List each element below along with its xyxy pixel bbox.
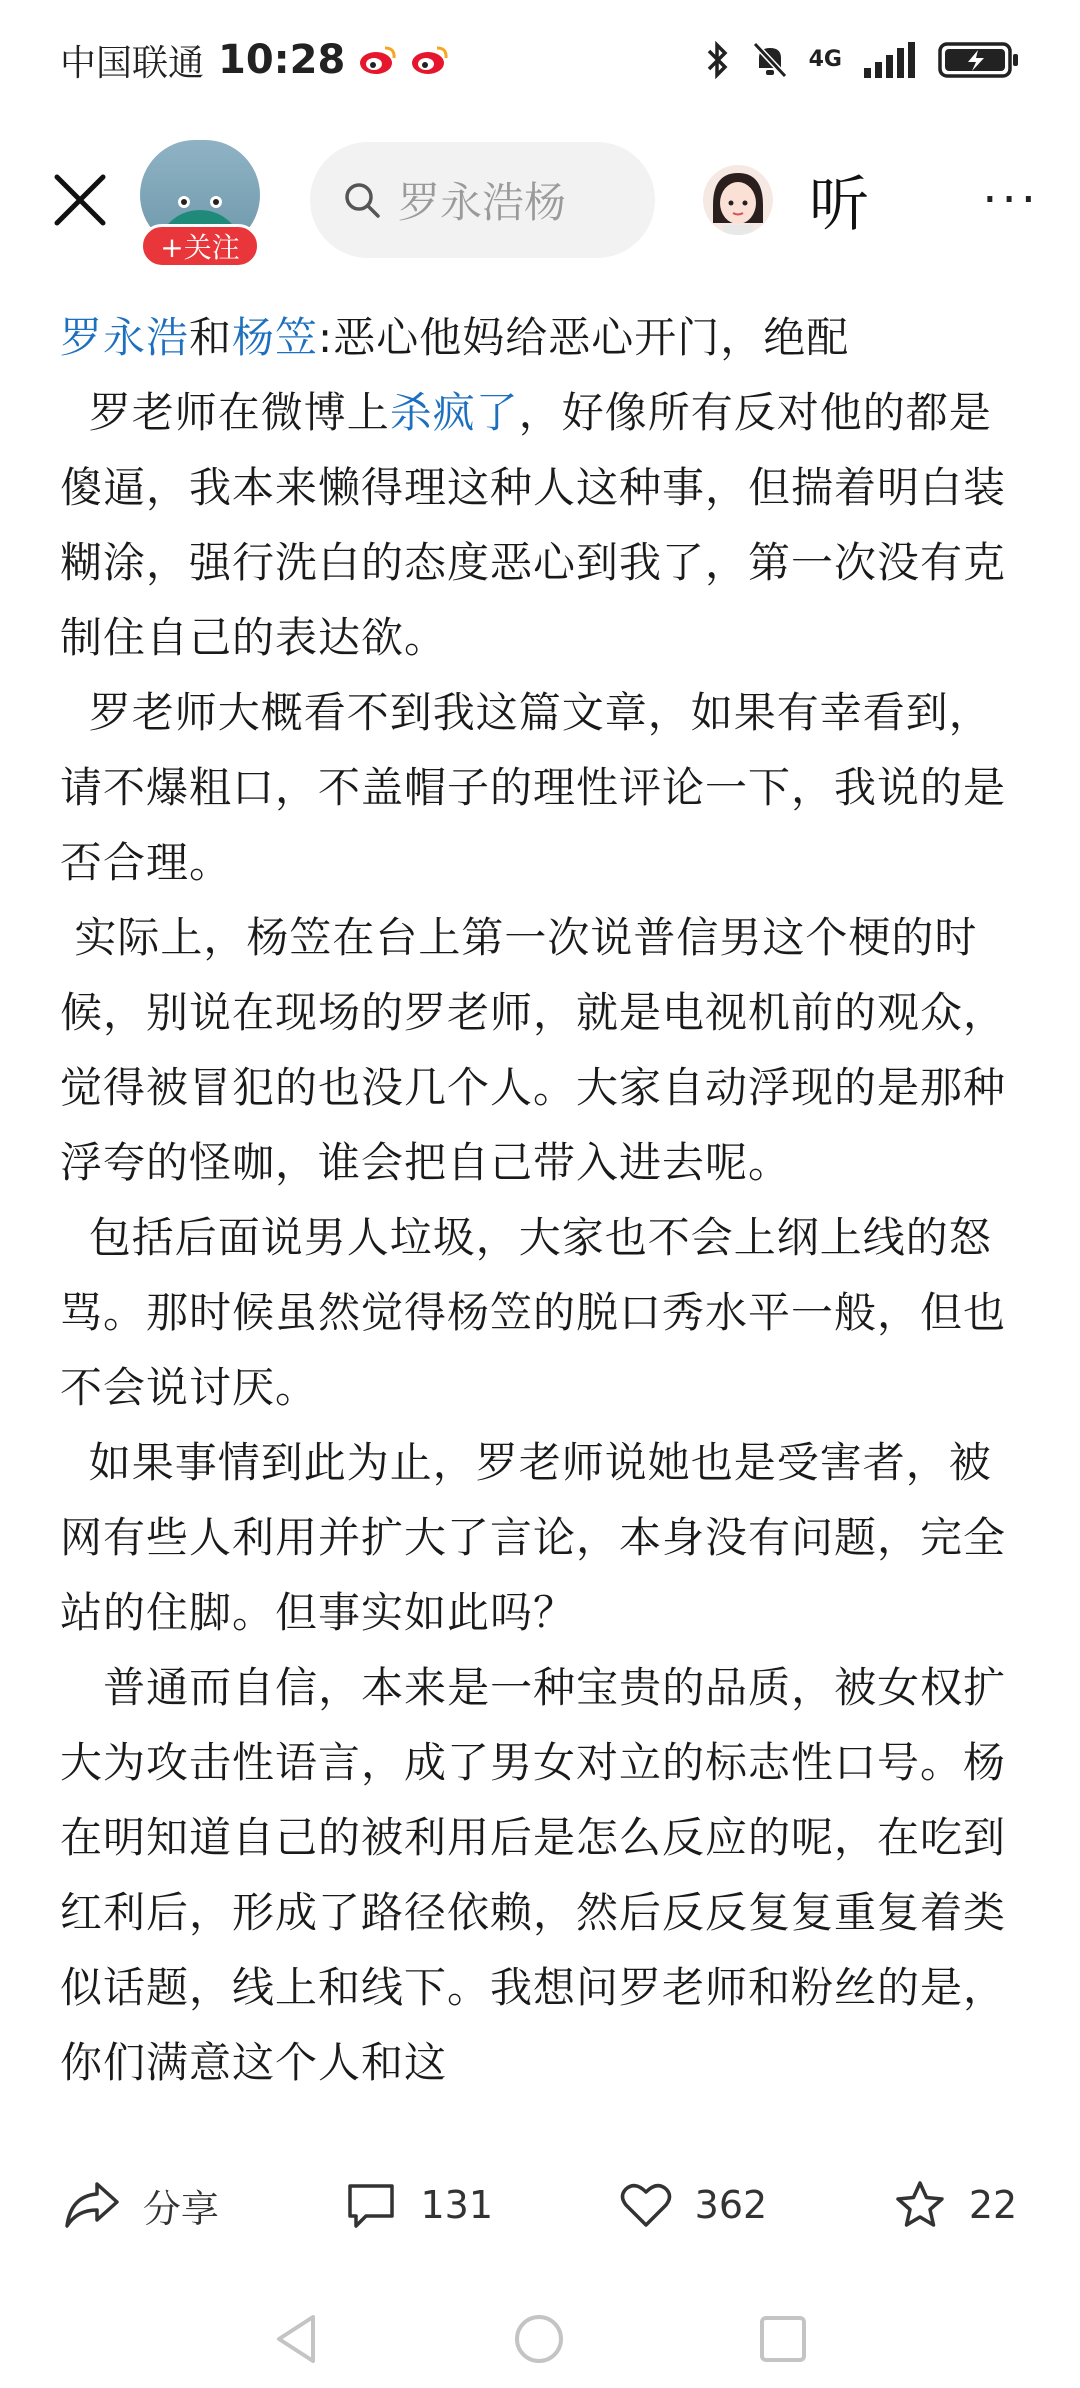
weibo-notification-icon — [359, 44, 397, 76]
share-button[interactable] — [63, 2178, 219, 2233]
search-box[interactable] — [310, 142, 655, 258]
listen-button[interactable]: 听 — [809, 170, 869, 240]
nav-recents-icon[interactable] — [757, 2313, 809, 2365]
favorite-count: 22 — [968, 2183, 1018, 2227]
share-icon — [63, 2180, 121, 2230]
status-right — [705, 40, 1020, 80]
follow-button[interactable]: +关注 — [140, 224, 260, 268]
like-button[interactable] — [619, 2180, 768, 2230]
status-time: 10:28 — [218, 37, 346, 83]
nav-home-icon[interactable] — [511, 2311, 567, 2367]
signal-icon — [862, 40, 918, 80]
topic-link[interactable]: 杀疯了 — [389, 388, 519, 437]
text-fragment: ，好像所有反对他的都是傻逼，我本来懒得理这种人这种事，但揣着明白装糊涂，强行洗白的态度恶心到我了，第一次没有克制住自己的表达欲。 — [60, 388, 1007, 662]
bluetooth-icon — [705, 40, 731, 80]
assistant-avatar[interactable] — [703, 165, 773, 235]
article-body — [60, 300, 1030, 2115]
search-icon — [342, 180, 382, 220]
like-count: 362 — [694, 2183, 768, 2227]
system-nav-bar — [0, 2290, 1080, 2388]
assistant-face-icon — [703, 165, 773, 235]
article-paragraph: 罗老师大概看不到我这篇文章，如果有幸看到，请不爆粗口，不盖帽子的理性评论一下，我说的是否合理。 — [60, 688, 1007, 887]
mention-link[interactable]: 杨笠 — [232, 313, 319, 362]
text-fragment: :恶心他妈给恶心开门，绝配 — [318, 313, 850, 362]
comment-count: 131 — [420, 2183, 493, 2227]
article-paragraph: 如果事情到此为止，罗老师说她也是受害者，被网有些人利用并扩大了言论，本身没有问题，完全站的住脚。但事实如此吗？ — [60, 1438, 1007, 1637]
battery-charging-icon — [938, 40, 1020, 80]
share-label: 分享 — [142, 2186, 219, 2231]
favorite-button[interactable] — [893, 2179, 1017, 2231]
close-icon — [51, 171, 109, 229]
search-input[interactable]: 罗永浩杨 — [398, 178, 567, 227]
article-paragraph: 实际上，杨笠在台上第一次说普信男这个梗的时候，别说在现场的罗老师，就是电视机前的观众，觉得被冒犯的也没几个人。大家自动浮现的是那种浮夸的怪咖，谁会把自己带入进去呢。 — [60, 913, 1007, 1187]
text-fragment: 和 — [189, 313, 233, 362]
header — [0, 135, 1080, 265]
comment-button[interactable] — [344, 2180, 493, 2230]
weibo-notification-icon — [411, 44, 449, 76]
more-options-button[interactable]: ··· — [982, 172, 1040, 228]
article-paragraph: 包括后面说男人垃圾，大家也不会上纲上线的怒骂。那时候虽然觉得杨笠的脱口秀水平一般，但也不会说讨厌。 — [60, 1213, 1007, 1412]
article-paragraph — [60, 300, 1030, 375]
status-bar — [0, 0, 1080, 120]
nav-back-icon[interactable] — [271, 2311, 321, 2367]
status-left — [60, 35, 449, 86]
comment-icon — [344, 2180, 398, 2230]
network-type: 4G — [808, 47, 842, 72]
action-bar — [0, 2145, 1080, 2265]
author-avatar-group[interactable] — [140, 140, 260, 264]
heart-icon — [619, 2180, 673, 2230]
article-paragraph: 普通而自信，本来是一种宝贵的品质，被女权扩大为攻击性语言，成了男女对立的标志性口号。杨在明知道自己的被利用后是怎么反应的呢，在吃到红利后，形成了路径依赖，然后反反复复重复着类似话题，线上和线下。我想问罗老师和粉丝的是，你们满意这个人和这 — [60, 1663, 1007, 2087]
mention-link[interactable]: 罗永浩 — [60, 313, 190, 362]
text-fragment: 罗老师在微博上 — [60, 388, 390, 437]
mute-bell-icon — [751, 40, 789, 80]
article-paragraph — [60, 375, 1030, 675]
carrier-name: 中国联通 — [60, 42, 205, 84]
star-icon — [893, 2179, 947, 2231]
close-button[interactable] — [40, 160, 120, 240]
